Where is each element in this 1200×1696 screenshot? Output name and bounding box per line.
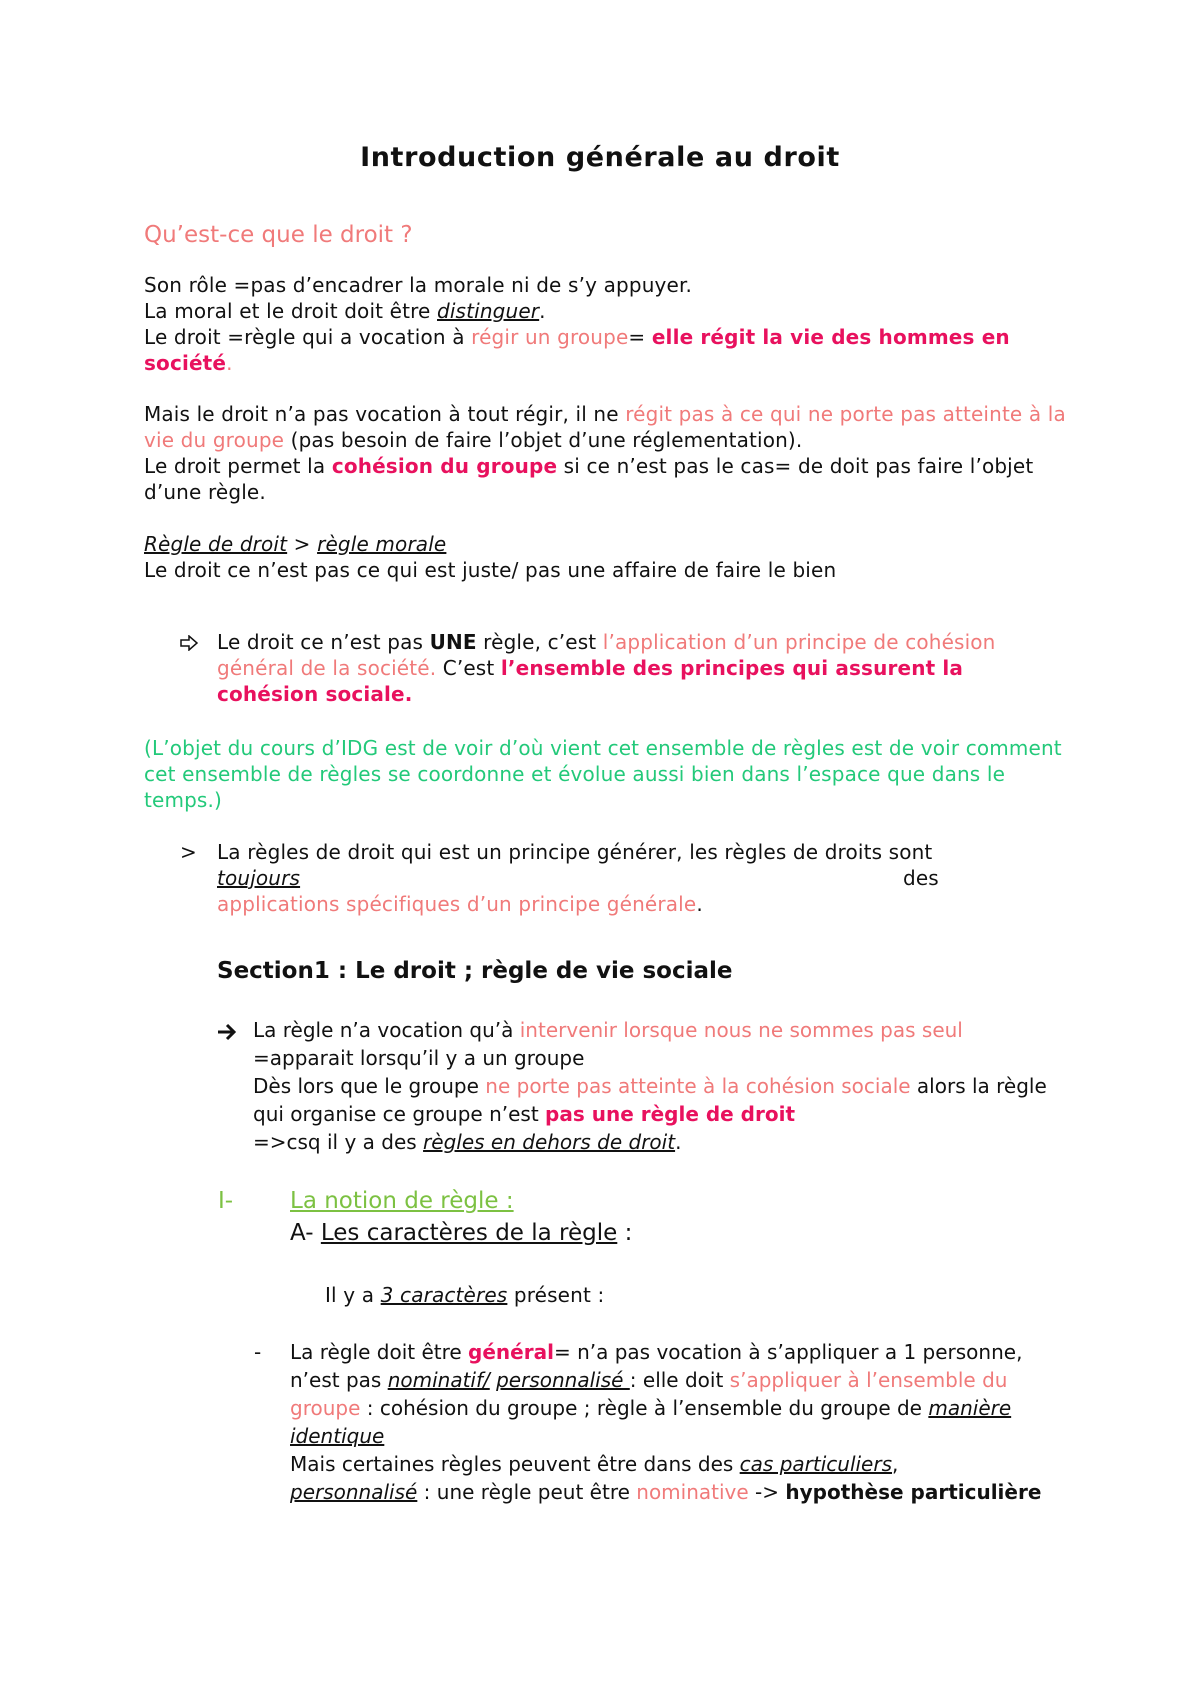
text-segment: Mais le droit n’a pas vocation à tout régir, il ne bbox=[144, 402, 626, 426]
text-segment: alors la règle qui organise ce groupe n’est bbox=[253, 1074, 1047, 1126]
text-segment: si ce n’est pas le cas= de doit pas faire l’objet d’une règle. bbox=[144, 454, 1034, 504]
bold-text: UNE bbox=[429, 630, 477, 654]
highlight-salmon: intervenir lorsque nous ne sommes pas seul bbox=[519, 1018, 963, 1042]
text-segment: =apparait lorsqu’il y a un groupe bbox=[253, 1046, 585, 1070]
course-objective-note: (L’objet du cours d’IDG est de voir d’où vient cet ensemble de règles est de voir comment cet ensemble de règles se coordonne et évolue aussi bien dans l’espace que dans le temps.) bbox=[144, 736, 1062, 812]
text-segment: Le droit ce n’est pas ce qui est juste/ pas une affaire de faire le bien bbox=[144, 558, 837, 582]
text-segment: =>csq il y a des bbox=[253, 1130, 424, 1154]
arrow-bullet-item bbox=[217, 629, 1027, 707]
text-segment: Il y a bbox=[325, 1283, 381, 1307]
text-segment: Mais certaines règles peuvent être dans des bbox=[290, 1452, 740, 1476]
paragraph-scope bbox=[144, 401, 1074, 505]
subsection-heading: La notion de règle : bbox=[290, 1188, 514, 1214]
text-segment: . bbox=[696, 892, 703, 916]
dash-list-item bbox=[290, 1338, 1070, 1506]
text-segment: : cohésion du groupe ; règle à l’ensemble du groupe de bbox=[360, 1396, 929, 1420]
letter-label: A- bbox=[290, 1220, 314, 1246]
highlight-magenta: général bbox=[468, 1340, 554, 1364]
bold-text: hypothèse particulière bbox=[785, 1480, 1042, 1504]
sub-subsection-heading bbox=[290, 1220, 632, 1246]
document-title: Introduction générale au droit bbox=[360, 142, 840, 173]
underlined-term: règles en dehors de droit bbox=[423, 1130, 676, 1154]
section-heading: Section1 : Le droit ; règle de vie sociale bbox=[217, 958, 733, 984]
underlined-term: nominatif/ bbox=[387, 1368, 490, 1392]
dash-bullet: - bbox=[254, 1340, 262, 1364]
text-segment: Son rôle =pas d’encadrer la morale ni de s’y appuyer. bbox=[144, 273, 692, 297]
text-segment: : une règle peut être bbox=[417, 1480, 637, 1504]
text-segment: La moral et le droit doit être bbox=[144, 299, 437, 323]
highlight-salmon: régir un groupe bbox=[471, 325, 629, 349]
text-segment: règle, c’est bbox=[476, 630, 603, 654]
highlight-magenta: l’ensemble des principes qui assurent la cohésion sociale. bbox=[217, 656, 964, 706]
text-segment: présent : bbox=[507, 1283, 605, 1307]
text-segment: = bbox=[628, 325, 652, 349]
text-segment: > bbox=[287, 532, 318, 556]
roman-numeral: I- bbox=[218, 1188, 234, 1214]
underlined-term: Les caractères de la règle bbox=[320, 1220, 618, 1246]
gt-bullet-item bbox=[217, 839, 977, 917]
text-segment: La règle n’a vocation qu’à bbox=[253, 1018, 520, 1042]
highlight-salmon: s’appliquer à l’ensemble du groupe bbox=[290, 1368, 1008, 1420]
highlight-salmon: applications spécifiques d’un principe générale bbox=[217, 892, 697, 916]
highlight-magenta: cohésion du groupe bbox=[331, 454, 558, 478]
underlined-term: Règle de droit bbox=[144, 532, 288, 556]
text-segment: , bbox=[892, 1452, 899, 1476]
highlight-magenta: elle régit la vie des hommes en société bbox=[144, 325, 1010, 375]
text-segment: . bbox=[539, 299, 546, 323]
highlight-salmon: nominative bbox=[636, 1480, 749, 1504]
text-segment: Le droit =règle qui a vocation à bbox=[144, 325, 472, 349]
underlined-term: personnalisé bbox=[290, 1480, 418, 1504]
text-segment: Le droit permet la bbox=[144, 454, 332, 478]
underlined-term: distinguer bbox=[437, 299, 540, 323]
highlight-magenta: pas une règle de droit bbox=[545, 1102, 796, 1126]
paragraph-role bbox=[144, 272, 1074, 376]
text-segment: : bbox=[617, 1220, 633, 1246]
outlined-arrow-icon bbox=[180, 632, 198, 656]
text-segment: Le droit ce n’est pas bbox=[217, 630, 430, 654]
underlined-term: cas particuliers bbox=[739, 1452, 893, 1476]
text-segment: = n’a pas vocation à s’appliquer a 1 personne, n’est pas bbox=[290, 1340, 1023, 1392]
text-segment: des bbox=[903, 866, 939, 890]
underlined-term: 3 caractères bbox=[380, 1283, 508, 1307]
characteristics-intro bbox=[325, 1282, 1200, 1308]
text-segment: (pas besoin de faire l’objet d’une réglementation). bbox=[284, 428, 803, 452]
paragraph-rule-vs-moral bbox=[144, 531, 1074, 583]
highlight-salmon: régit pas à ce qui ne porte pas atteinte à la vie du groupe bbox=[144, 402, 1066, 452]
text-segment: La règle doit être bbox=[290, 1340, 469, 1364]
text-segment: C’est bbox=[436, 656, 501, 680]
text-segment: -> bbox=[748, 1480, 786, 1504]
underlined-term: manière identique bbox=[290, 1396, 1012, 1448]
text-segment: . bbox=[226, 351, 233, 375]
bold-arrow-icon bbox=[217, 1022, 237, 1046]
text-segment: Dès lors que le groupe bbox=[253, 1074, 486, 1098]
highlight-salmon: ne porte pas atteinte à la cohésion sociale bbox=[485, 1074, 911, 1098]
text-segment: . bbox=[675, 1130, 682, 1154]
text-segment: : elle doit bbox=[629, 1368, 730, 1392]
question-heading: Qu’est-ce que le droit ? bbox=[144, 222, 413, 248]
text-segment: La règles de droit qui est un principe générer, les règles de droits sont bbox=[217, 840, 933, 864]
section-arrow-item bbox=[253, 1016, 1063, 1156]
underlined-term: toujours bbox=[217, 866, 301, 890]
greater-than-bullet: > bbox=[180, 840, 197, 864]
underlined-term: règle morale bbox=[317, 532, 447, 556]
highlight-salmon: l’application d’un principe de cohésion général de la société. bbox=[217, 630, 996, 680]
underlined-term: personnalisé bbox=[496, 1368, 630, 1392]
